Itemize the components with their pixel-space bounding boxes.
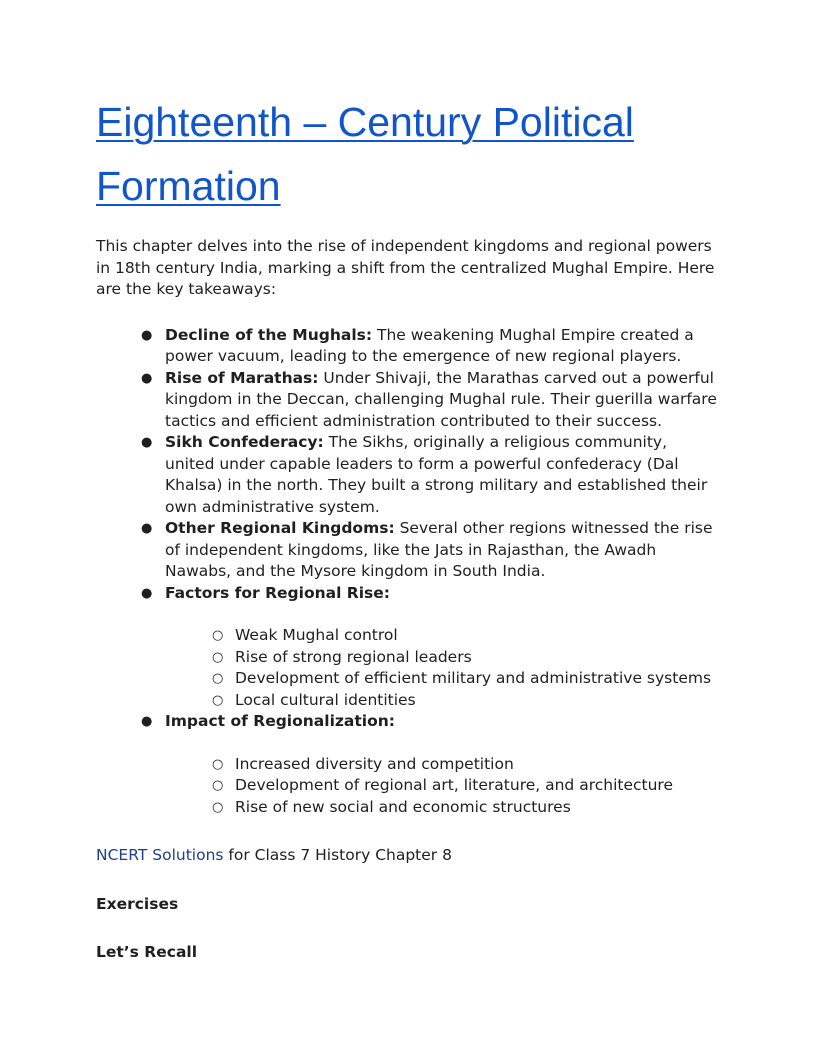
circle-bullet-icon: ○: [212, 799, 224, 815]
sub-list-item: [165, 690, 720, 712]
sub-list-item: [165, 647, 720, 669]
circle-bullet-icon: ○: [212, 692, 224, 708]
list-item-text: Several other regions witnessed the rise of independent kingdoms, like the Jats in Rajasthan, the Awadh Nawabs, and the Mysore kingdom in South India.: [165, 519, 713, 580]
list-item-text: The Sikhs, originally a religious community, united under capable leaders to form a powerful confederacy (Dal Khalsa) in the north. They built a strong military and established their own administrative system.: [165, 433, 708, 516]
list-item: [96, 432, 720, 518]
bullet-icon: ●: [141, 714, 153, 729]
list-item-text: The weakening Mughal Empire created a power vacuum, leading to the emergence of new regional players.: [165, 325, 694, 365]
ncert-solutions-link[interactable]: NCERT Solutions: [96, 846, 224, 864]
sub-list-item-text: Weak Mughal control: [235, 626, 398, 644]
sub-list-item: [165, 797, 720, 819]
list-item-label: Impact of Regionalization:: [165, 712, 395, 730]
takeaways-list: [96, 325, 720, 819]
sub-list-item: [165, 775, 720, 797]
list-item: [96, 518, 720, 583]
sub-list-item-text: Rise of strong regional leaders: [235, 647, 472, 666]
list-item-label: Rise of Marathas:: [165, 368, 319, 387]
exercises-heading: Exercises: [96, 894, 179, 913]
circle-bullet-icon: ○: [212, 756, 224, 772]
intro-paragraph: This chapter delves into the rise of independent kingdoms and regional powers in 18th century India, marking a shift from the centralized Mughal Empire. Here are the key takeaways:: [96, 237, 715, 298]
circle-bullet-icon: ○: [212, 628, 224, 643]
ncert-solutions-suffix: for Class 7 History Chapter 8: [223, 846, 452, 864]
list-item: [96, 711, 720, 818]
bullet-icon: ●: [141, 585, 153, 601]
list-item: [96, 368, 720, 433]
sub-list: [165, 625, 720, 711]
sub-list-item: [165, 754, 720, 776]
bullet-icon: ●: [141, 521, 153, 536]
sub-list: [165, 754, 720, 819]
bullet-icon: ●: [141, 435, 153, 450]
bullet-icon: ●: [141, 327, 153, 343]
sub-list-item-text: Local cultural identities: [235, 690, 416, 709]
circle-bullet-icon: ○: [212, 778, 224, 793]
list-item-label: Decline of the Mughals:: [165, 325, 373, 344]
list-item: [96, 583, 720, 712]
page-title-line-1[interactable]: Eighteenth – Century Political: [96, 99, 634, 145]
page-title-line-2[interactable]: Formation: [96, 163, 281, 209]
list-item-text: Under Shivaji, the Marathas carved out a powerful kingdom in the Deccan, challenging Mughal rule. Their guerilla warfare tactics and efficient administration contributed to their success.: [165, 368, 717, 430]
sub-list-item-text: Development of efficient military and administrative systems: [235, 669, 712, 687]
list-item-label: Sikh Confederacy:: [165, 433, 324, 451]
circle-bullet-icon: ○: [212, 671, 224, 686]
circle-bullet-icon: ○: [212, 649, 224, 665]
sub-list-item: [165, 625, 720, 647]
list-item-label: Other Regional Kingdoms:: [165, 519, 395, 537]
sub-list-item-text: Increased diversity and competition: [235, 754, 514, 773]
sub-list-item-text: Rise of new social and economic structures: [235, 797, 571, 816]
sub-list-item-text: Development of regional art, literature, and architecture: [235, 776, 673, 794]
list-item-label: Factors for Regional Rise:: [165, 583, 390, 602]
document-page: [96, 90, 720, 964]
sub-list-item: [165, 668, 720, 690]
page-title[interactable]: [96, 90, 720, 218]
bullet-icon: ●: [141, 370, 153, 386]
lets-recall-heading: Let’s Recall: [96, 943, 198, 961]
list-item: [96, 325, 720, 368]
ncert-solutions-line: [96, 845, 720, 867]
